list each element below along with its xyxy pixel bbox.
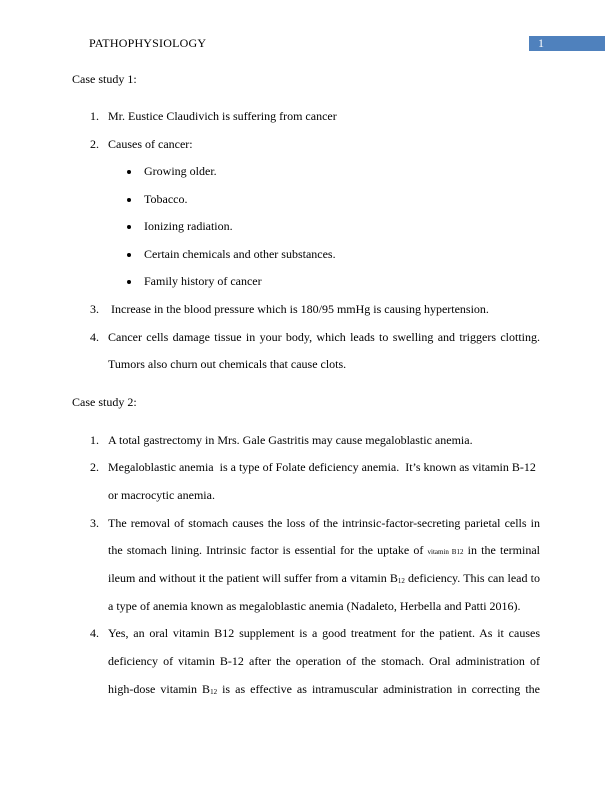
line2-part-b: in the terminal xyxy=(463,543,540,557)
case1-item2-text: Causes of cancer: xyxy=(108,137,193,151)
case2-item3-line2 xyxy=(108,543,540,559)
case2-item2-line2: or macrocytic anemia. xyxy=(108,488,215,502)
bullet-dot xyxy=(127,280,131,284)
case1-heading: Case study 1: xyxy=(72,72,137,86)
case1-item3-number: 3. xyxy=(90,302,99,316)
cause-bullet-4: Certain chemicals and other substances. xyxy=(144,247,336,261)
case1-item4-number: 4. xyxy=(90,330,99,344)
case2-item2-line1: Megaloblastic anemia is a type of Folate deficiency anemia. It’s known as vitamin B-12 xyxy=(108,460,536,474)
case2-item4-line3 xyxy=(108,682,540,699)
case2-item1-text: A total gastrectomy in Mrs. Gale Gastritis may cause megaloblastic anemia. xyxy=(108,433,473,447)
cause-bullet-2: Tobacco. xyxy=(144,192,188,206)
case2-item4-line1: Yes, an oral vitamin B12 supplement is a good treatment for the patient. As it causes xyxy=(108,626,540,640)
cause-bullet-3: Ionizing radiation. xyxy=(144,219,233,233)
running-header-title: PATHOPHYSIOLOGY xyxy=(89,36,207,50)
item4-line3-part-a: high-dose vitamin B xyxy=(108,682,211,696)
case2-item3-line1: The removal of stomach causes the loss of the intrinsic-factor-secreting parietal cells in xyxy=(108,516,540,530)
page-number-box xyxy=(529,36,605,51)
line3-part-a: ileum and without it the patient will suffer from a vitamin B xyxy=(108,571,398,585)
case1-item3-text: Increase in the blood pressure which is 180/95 mmHg is causing hypertension. xyxy=(108,302,489,316)
case2-heading: Case study 2: xyxy=(72,395,137,409)
case1-item4-line2: Tumors also churn out chemicals that cause clots. xyxy=(108,357,347,371)
bullet-dot xyxy=(127,225,131,229)
bullet-dot xyxy=(127,198,131,202)
case1-item1-text: Mr. Eustice Claudivich is suffering from cancer xyxy=(108,109,337,123)
page-number: 1 xyxy=(538,36,544,50)
case2-item3-line4: a type of anemia known as megaloblastic anemia (Nadaleto, Herbella and Patti 2016). xyxy=(108,599,521,613)
bullet-dot xyxy=(127,170,131,174)
case1-item1-number: 1. xyxy=(90,109,99,123)
case2-item3-line3 xyxy=(108,571,540,588)
case2-item4-line2: deficiency of vitamin B-12 after the operation of the stomach. Oral administration of xyxy=(108,654,540,668)
cause-bullet-5: Family history of cancer xyxy=(144,274,262,288)
case2-item2-number: 2. xyxy=(90,460,99,474)
line3-part-b: deficiency. This can lead to xyxy=(404,571,540,585)
cause-bullet-1: Growing older. xyxy=(144,164,217,178)
case2-item4-number: 4. xyxy=(90,626,99,640)
case1-item2-number: 2. xyxy=(90,137,99,151)
vitamin-b12-small-text: vitamin B12 xyxy=(427,548,464,556)
bullet-dot xyxy=(127,253,131,257)
case1-item4-line1: Cancer cells damage tissue in your body, which leads to swelling and triggers clotting. xyxy=(108,330,540,344)
item4-line3-part-b: is as effective as intramuscular administration in correcting the xyxy=(217,682,540,696)
case2-item1-number: 1. xyxy=(90,433,99,447)
case2-item3-number: 3. xyxy=(90,516,99,530)
line2-part-a: the stomach lining. Intrinsic factor is essential for the uptake of xyxy=(108,543,428,557)
b12-subscript: 12 xyxy=(210,688,218,696)
b12-subscript: 12 xyxy=(397,577,405,585)
